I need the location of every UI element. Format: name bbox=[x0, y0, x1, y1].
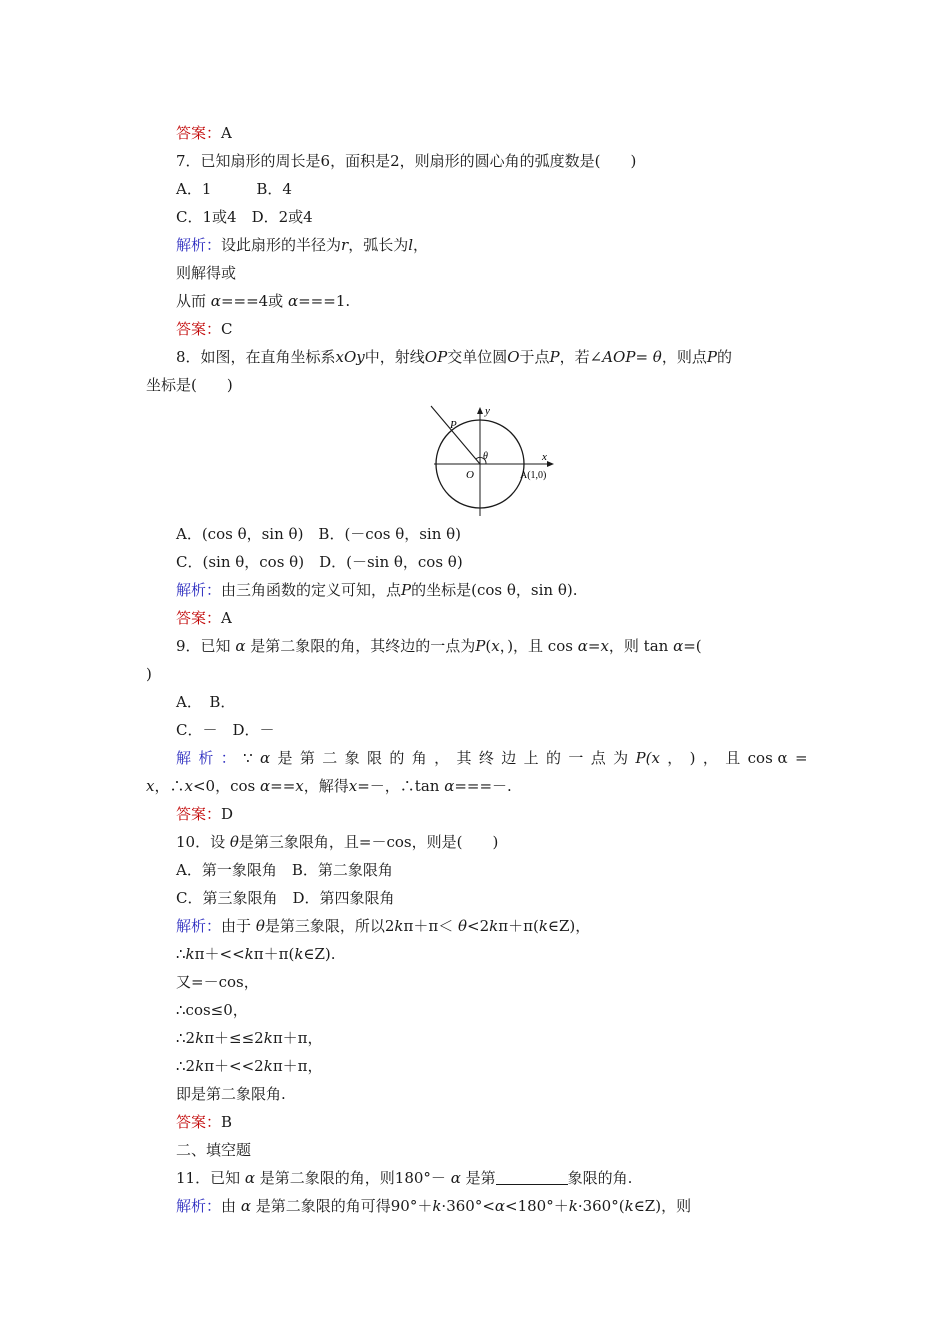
math-var: θ bbox=[229, 833, 239, 851]
solution-word: 限 bbox=[367, 749, 383, 767]
text: =－，∴tan bbox=[357, 777, 440, 795]
math-var: α bbox=[287, 292, 299, 310]
solution-word: 析 bbox=[198, 749, 214, 767]
solution-word: ， bbox=[667, 749, 683, 767]
math-var: k bbox=[263, 1029, 273, 1047]
text: ，解得 bbox=[303, 777, 349, 795]
text: ，弧长为 bbox=[348, 236, 409, 254]
math-var: x bbox=[600, 637, 609, 655]
text: 11．已知 bbox=[176, 1169, 241, 1187]
solution-word: 且 bbox=[725, 749, 741, 767]
fill-in-blank bbox=[496, 1170, 568, 1185]
solution-tag: 解析： bbox=[176, 581, 222, 599]
solution-word: 终 bbox=[478, 749, 494, 767]
text: 是第 bbox=[465, 1169, 496, 1187]
solution-word: 点 bbox=[590, 749, 606, 767]
math-var: k bbox=[185, 945, 195, 963]
math-var: k bbox=[195, 1057, 205, 1075]
text: 是第二象限的角，则180°－ bbox=[259, 1169, 446, 1187]
text: 由于 bbox=[221, 917, 252, 935]
text: ，若∠ bbox=[559, 348, 603, 366]
solution-word: 象 bbox=[344, 749, 360, 767]
label-y: y bbox=[485, 405, 490, 417]
math-var: α bbox=[244, 1169, 256, 1187]
text: ，)，且 cos bbox=[499, 637, 573, 655]
math-var: θ bbox=[255, 917, 265, 935]
question-11 bbox=[176, 1168, 632, 1188]
answer-tag: 答案： bbox=[176, 609, 222, 627]
answer-value: B bbox=[221, 1113, 233, 1131]
math-var: P bbox=[706, 348, 717, 366]
text: ，则点 bbox=[661, 348, 707, 366]
math-var: P bbox=[475, 637, 486, 655]
label-p: P bbox=[450, 419, 457, 431]
text: <180°＋ bbox=[505, 1197, 569, 1215]
label-o: O bbox=[466, 469, 474, 481]
text: 10．设 bbox=[176, 833, 226, 851]
math-var: P bbox=[549, 348, 560, 366]
text: 由三角函数的定义可知，点 bbox=[221, 581, 402, 599]
solution-word: 第 bbox=[299, 749, 315, 767]
math-var: α bbox=[235, 637, 246, 655]
text: ·360°< bbox=[441, 1197, 495, 1215]
text: ===－. bbox=[454, 777, 512, 795]
math-var: x bbox=[491, 637, 500, 655]
math-var: k bbox=[624, 1197, 634, 1215]
text: ===4或 bbox=[220, 292, 284, 310]
text: = bbox=[587, 637, 601, 655]
question-7: 7．已知扇形的周长是6，面积是2，则扇形的圆心角的弧度数是( ) bbox=[176, 152, 637, 170]
solution-word: ， bbox=[434, 749, 450, 767]
text: π＋π， bbox=[272, 1029, 323, 1047]
text: 9．已知 bbox=[176, 637, 231, 655]
answer-tag: 答案： bbox=[176, 320, 222, 338]
solution-word: ： bbox=[220, 749, 236, 767]
text: π＋π， bbox=[272, 1057, 323, 1075]
answer-9 bbox=[176, 804, 233, 824]
math-var: α bbox=[444, 777, 455, 795]
text: 于点 bbox=[519, 348, 550, 366]
text: =( bbox=[683, 637, 702, 655]
math-var: l bbox=[408, 236, 414, 254]
text: 是第三象限，所以2 bbox=[264, 917, 395, 935]
text: 是第三象限角，且=－cos，则是( ) bbox=[238, 833, 499, 851]
text: <2 bbox=[467, 917, 490, 935]
solution-word: 是 bbox=[277, 749, 293, 767]
text: ∴2 bbox=[176, 1057, 196, 1075]
text: = bbox=[635, 348, 649, 366]
answer-7 bbox=[176, 319, 233, 339]
solution-word: 为 bbox=[613, 749, 629, 767]
question-9-line2: ) bbox=[146, 665, 152, 683]
math-var: x bbox=[348, 777, 358, 795]
q10-solution-line2 bbox=[176, 944, 336, 964]
q10-options-ab: A．第一象限角 B．第二象限角 bbox=[176, 861, 393, 879]
math-var: k bbox=[538, 917, 548, 935]
q10-options-cd: C．第三象限角 D．第四象限角 bbox=[176, 889, 395, 907]
text: π＋π( bbox=[253, 945, 295, 963]
answer-value: A bbox=[221, 609, 232, 627]
q8-solution bbox=[176, 580, 577, 600]
q9-solution-line2 bbox=[146, 776, 512, 796]
solution-word: 的 bbox=[546, 749, 562, 767]
text: ( bbox=[485, 637, 492, 655]
q7-solution-line2: 则解得或 bbox=[176, 264, 237, 282]
question-10 bbox=[176, 832, 498, 852]
text: ∴2 bbox=[176, 1029, 196, 1047]
solution-tag: 解析： bbox=[176, 917, 222, 935]
text: 的坐标是(cos θ，sin θ). bbox=[411, 581, 578, 599]
q10-solution-line3: 又=－cos， bbox=[176, 973, 259, 991]
math-var: k bbox=[489, 917, 499, 935]
solution-word: P(x bbox=[635, 749, 660, 767]
text: ∈Z). bbox=[303, 945, 336, 963]
text: ，则 tan bbox=[608, 637, 669, 655]
math-var: α bbox=[210, 292, 221, 310]
math-var: θ bbox=[652, 348, 662, 366]
solution-word: 边 bbox=[501, 749, 517, 767]
math-var: x bbox=[146, 777, 155, 795]
answer-6 bbox=[176, 123, 232, 143]
text: ∈Z)， bbox=[547, 917, 591, 935]
solution-word: 其 bbox=[456, 749, 472, 767]
q10-solution-line5 bbox=[176, 1028, 323, 1048]
q10-solution-line4: ∴cos≤0， bbox=[176, 1001, 248, 1019]
text: 交单位圆 bbox=[447, 348, 508, 366]
text: 象限的角. bbox=[567, 1169, 633, 1187]
math-var: α bbox=[494, 1197, 506, 1215]
solution-word: ∵ bbox=[243, 749, 253, 767]
math-var: r bbox=[341, 236, 349, 254]
math-var: k bbox=[568, 1197, 578, 1215]
text: π＋<<2 bbox=[204, 1057, 264, 1075]
q10-solution-line6 bbox=[176, 1056, 323, 1076]
math-var: k bbox=[244, 945, 254, 963]
question-8-line2: 坐标是( ) bbox=[146, 376, 233, 394]
solution-word: 解 bbox=[176, 749, 192, 767]
q9-options-ab: A． B． bbox=[176, 693, 236, 711]
y-axis-arrow bbox=[477, 407, 483, 414]
q9-solution bbox=[176, 748, 808, 768]
text: 由 bbox=[221, 1197, 237, 1215]
math-var: α bbox=[240, 1197, 251, 1215]
solution-word: 的 bbox=[389, 749, 405, 767]
answer-value: D bbox=[221, 805, 234, 823]
question-9 bbox=[176, 636, 702, 656]
math-var: AOP bbox=[602, 348, 636, 366]
unit-circle-figure bbox=[428, 400, 562, 518]
text: ， bbox=[413, 236, 429, 254]
label-theta: θ bbox=[483, 451, 488, 462]
answer-tag: 答案： bbox=[176, 1113, 222, 1131]
solution-word: 上 bbox=[523, 749, 539, 767]
math-var: O bbox=[507, 348, 520, 366]
text: ∈Z)，则 bbox=[633, 1197, 692, 1215]
q9-options-cd: C．－ D．－ bbox=[176, 721, 275, 739]
math-var: α bbox=[673, 637, 684, 655]
text: ，∴ bbox=[154, 777, 185, 795]
text: 中，射线 bbox=[364, 348, 425, 366]
math-var: x bbox=[184, 777, 193, 795]
text: 的 bbox=[716, 348, 732, 366]
q11-solution bbox=[176, 1196, 691, 1216]
solution-word: ， bbox=[702, 749, 718, 767]
q7-solution bbox=[176, 235, 428, 255]
math-var: P bbox=[401, 581, 412, 599]
math-var: θ bbox=[457, 917, 468, 935]
text: 是第二象限的角，其终边的一点为 bbox=[250, 637, 476, 655]
math-var: xOy bbox=[335, 348, 365, 366]
text: ===1. bbox=[298, 292, 351, 310]
solution-word: ) bbox=[689, 749, 696, 767]
answer-tag: 答案： bbox=[176, 805, 222, 823]
math-var: x bbox=[295, 777, 304, 795]
math-var: α bbox=[450, 1169, 461, 1187]
question-8 bbox=[176, 347, 732, 367]
text: ·360°( bbox=[577, 1197, 625, 1215]
solution-word: 二 bbox=[322, 749, 338, 767]
math-var: k bbox=[263, 1057, 273, 1075]
solution-word: = bbox=[795, 749, 808, 767]
math-var: OP bbox=[424, 348, 448, 366]
text: π＋π( bbox=[498, 917, 539, 935]
q8-options-ab: A．(cos θ，sin θ) B．(－cos θ，sin θ) bbox=[176, 525, 462, 543]
label-x: x bbox=[542, 451, 547, 463]
q7-solution-line3 bbox=[176, 291, 350, 311]
q8-options-cd: C．(sin θ，cos θ) D．(－sin θ，cos θ) bbox=[176, 553, 463, 571]
label-a: A(1,0) bbox=[520, 470, 547, 481]
math-var: k bbox=[195, 1029, 205, 1047]
solution-word: cos α bbox=[747, 749, 788, 767]
text: 是第二象限的角可得90°＋ bbox=[255, 1197, 433, 1215]
text: <0，cos bbox=[192, 777, 256, 795]
answer-value: C bbox=[221, 320, 233, 338]
solution-tag: 解析： bbox=[176, 1197, 222, 1215]
solution-word: 一 bbox=[568, 749, 584, 767]
answer-10 bbox=[176, 1112, 232, 1132]
answer-tag: 答案： bbox=[176, 124, 222, 142]
text: π＋<< bbox=[194, 945, 245, 963]
q10-solution-line7: 即是第二象限角. bbox=[176, 1085, 286, 1103]
solution-word: α bbox=[260, 749, 271, 767]
text: 设此扇形的半径为 bbox=[221, 236, 342, 254]
text: π＋π＜ bbox=[403, 917, 454, 935]
answer-8 bbox=[176, 608, 232, 628]
answer-value: A bbox=[221, 124, 232, 142]
solution-tag: 解析： bbox=[176, 236, 222, 254]
text: 8．如图，在直角坐标系 bbox=[176, 348, 336, 366]
q10-solution bbox=[176, 916, 590, 936]
text: ∴ bbox=[176, 945, 186, 963]
math-var: k bbox=[432, 1197, 442, 1215]
q7-options-ab: A．1 B．4 bbox=[176, 180, 292, 198]
text: 从而 bbox=[176, 292, 207, 310]
ray-op bbox=[431, 406, 480, 464]
math-var: k bbox=[294, 945, 304, 963]
math-var: α bbox=[577, 637, 588, 655]
math-var: k bbox=[394, 917, 404, 935]
text: == bbox=[270, 777, 296, 795]
q7-options-cd: C．1或4 D．2或4 bbox=[176, 208, 313, 226]
solution-word: 角 bbox=[411, 749, 427, 767]
math-var: α bbox=[259, 777, 271, 795]
section-heading: 二、填空题 bbox=[176, 1141, 252, 1159]
text: π＋≤≤2 bbox=[204, 1029, 264, 1047]
x-axis-arrow bbox=[547, 461, 554, 467]
